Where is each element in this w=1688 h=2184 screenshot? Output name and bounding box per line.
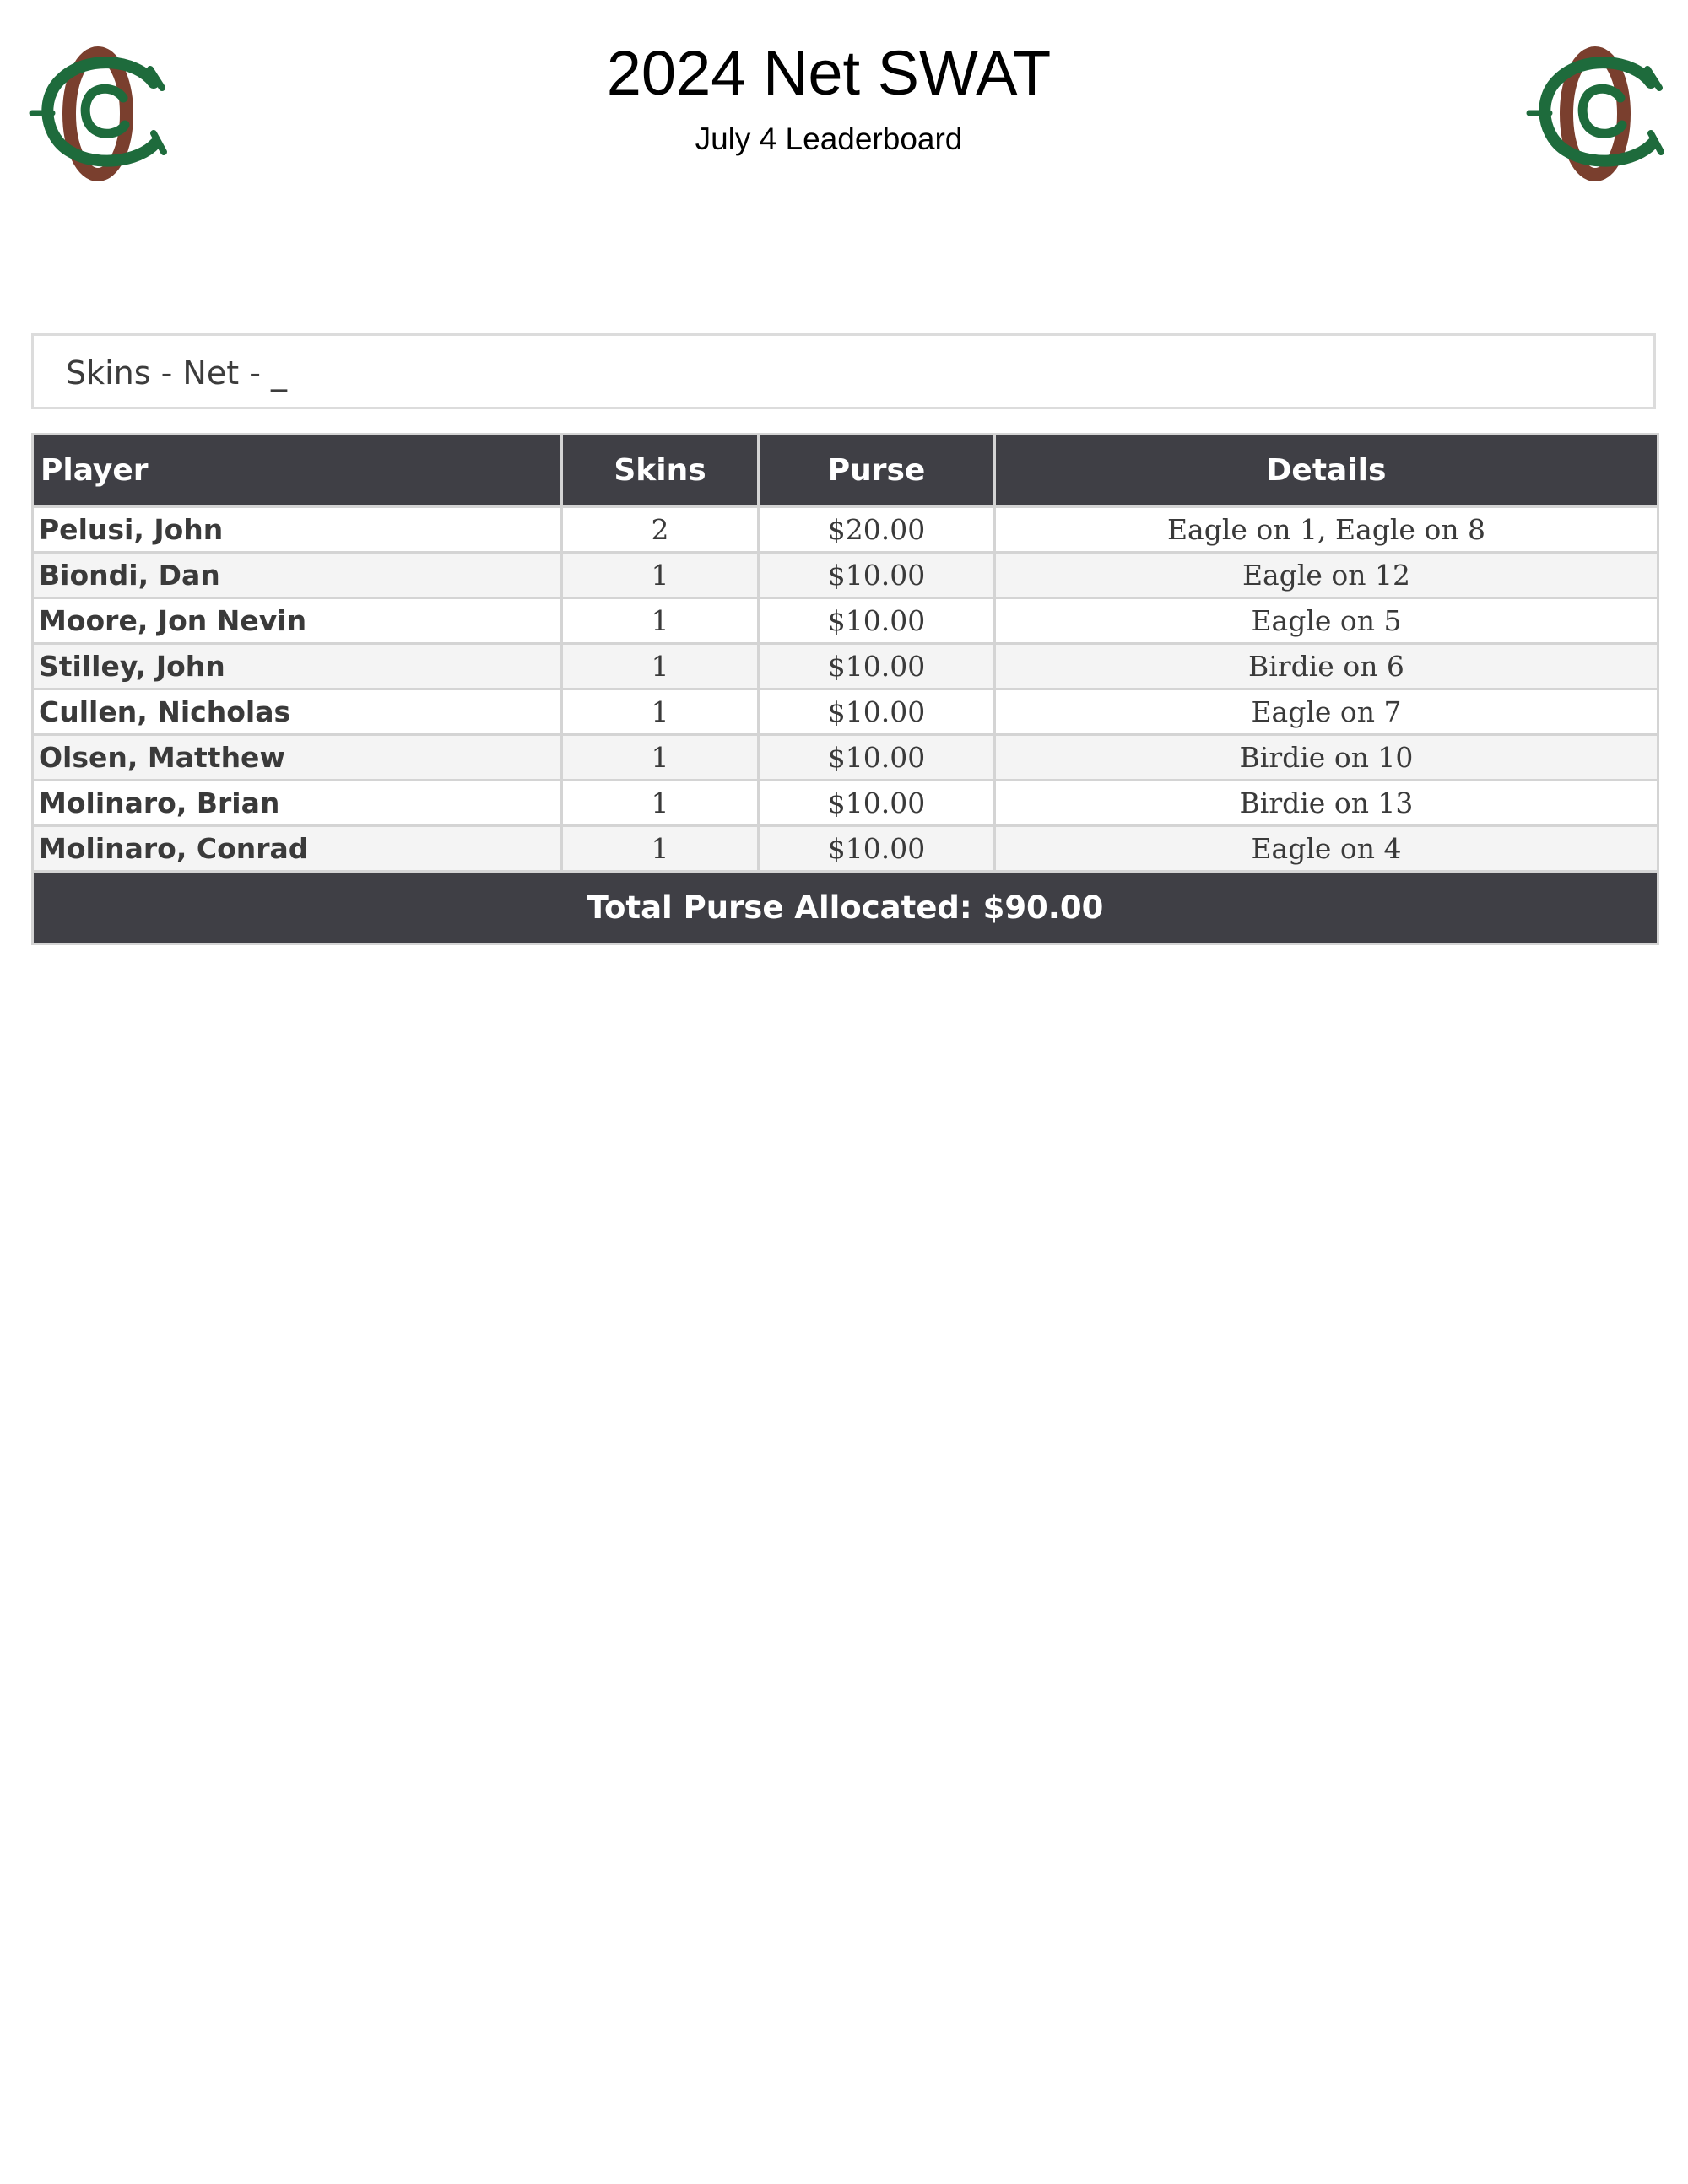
column-header-details: Details <box>995 435 1658 507</box>
column-header-purse: Purse <box>759 435 995 507</box>
table-row <box>33 598 1658 644</box>
skins-count: 2 <box>562 507 759 553</box>
skin-details: Eagle on 4 <box>995 826 1658 872</box>
purse-amount: $10.00 <box>759 826 995 872</box>
player-name: Stilley, John <box>33 644 562 689</box>
skin-details: Birdie on 10 <box>995 735 1658 781</box>
skins-count: 1 <box>562 553 759 598</box>
total-purse: Total Purse Allocated: $90.00 <box>33 872 1658 944</box>
skin-details: Birdie on 13 <box>995 781 1658 826</box>
skin-details: Eagle on 12 <box>995 553 1658 598</box>
skins-count: 1 <box>562 735 759 781</box>
table-row <box>33 689 1658 735</box>
player-name: Molinaro, Brian <box>33 781 562 826</box>
skins-count: 1 <box>562 598 759 644</box>
leaderboard-table <box>31 433 1659 945</box>
table-row <box>33 735 1658 781</box>
table-row <box>33 826 1658 872</box>
player-name: Moore, Jon Nevin <box>33 598 562 644</box>
skin-details: Eagle on 7 <box>995 689 1658 735</box>
section-header <box>31 333 1656 409</box>
skin-details: Eagle on 1, Eagle on 8 <box>995 507 1658 553</box>
table-header-row <box>33 435 1658 507</box>
page-title: 2024 Net SWAT <box>606 38 1052 108</box>
section-label: Skins - Net - _ <box>66 354 288 392</box>
table-row <box>33 644 1658 689</box>
purse-amount: $10.00 <box>759 689 995 735</box>
skins-count: 1 <box>562 781 759 826</box>
purse-amount: $20.00 <box>759 507 995 553</box>
purse-amount: $10.00 <box>759 644 995 689</box>
table-row <box>33 781 1658 826</box>
column-header-skins: Skins <box>562 435 759 507</box>
purse-amount: $10.00 <box>759 735 995 781</box>
player-name: Biondi, Dan <box>33 553 562 598</box>
skins-count: 1 <box>562 826 759 872</box>
purse-amount: $10.00 <box>759 598 995 644</box>
player-name: Olsen, Matthew <box>33 735 562 781</box>
table-row <box>33 553 1658 598</box>
table-footer-row <box>33 872 1658 944</box>
skin-details: Eagle on 5 <box>995 598 1658 644</box>
skins-count: 1 <box>562 644 759 689</box>
player-name: Pelusi, John <box>33 507 562 553</box>
table-row <box>33 507 1658 553</box>
player-name: Molinaro, Conrad <box>33 826 562 872</box>
purse-amount: $10.00 <box>759 553 995 598</box>
page-subtitle: July 4 Leaderboard <box>695 122 963 156</box>
player-name: Cullen, Nicholas <box>33 689 562 735</box>
purse-amount: $10.00 <box>759 781 995 826</box>
skin-details: Birdie on 6 <box>995 644 1658 689</box>
skins-count: 1 <box>562 689 759 735</box>
column-header-player: Player <box>33 435 562 507</box>
